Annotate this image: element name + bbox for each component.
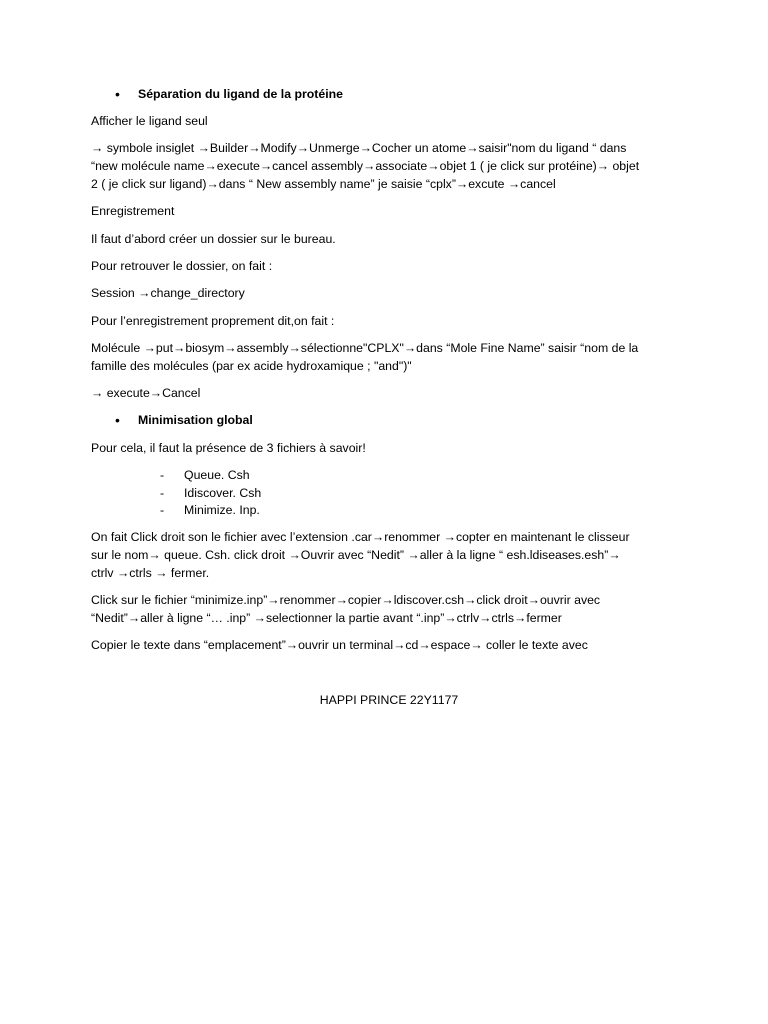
paragraph-molecule-line-2: famille des molécules (par ex acide hydroxamique ; "and")" [91, 359, 412, 373]
paragraph-steps-line-1: → symbole insiglet →Builder→Modify→Unmerge→Cocher un atome→saisir"nom du ligand “ dans [91, 141, 627, 155]
list-dash: - [160, 468, 165, 482]
list-dash: - [160, 503, 165, 517]
section-heading-minimisation: Minimisation global [138, 413, 253, 427]
paragraph-molecule-line-1: Molécule →put→biosym→assembly→sélectionne"CPLX"→dans “Mole Fine Name” saisir “nom de la [91, 341, 639, 355]
bullet-marker: • [115, 412, 120, 428]
list-item: Idiscover. Csh [184, 486, 262, 500]
list-item: Minimize. Inp. [184, 503, 260, 517]
paragraph-dossier: Il faut d’abord créer un dossier sur le bureau. [91, 232, 336, 246]
paragraph-click-droit-line-2: sur le nom→ queue. Csh. click droit →Ouvrir avec “Nedit” →aller à la ligne “ esh.ldiseases.esh”→ [91, 548, 621, 562]
paragraph-enregistrement-propre: Pour l’enregistrement proprement dit,on fait : [91, 314, 335, 328]
paragraph-click-droit-line-3: ctrlv →ctrls → fermer. [91, 566, 210, 580]
paragraph-copier-texte: Copier le texte dans “emplacement”→ouvrir un terminal→cd→espace→ coller le texte avec [91, 638, 588, 652]
author-footer: HAPPI PRINCE 22Y1177 [319, 693, 459, 707]
paragraph-session: Session →change_directory [91, 286, 245, 300]
paragraph-click-droit-line-1: On fait Click droit son le fichier avec l’extension .car→renommer →copter en maintenant le clisseur [91, 530, 630, 544]
paragraph-steps-line-2: “new molécule name→execute→cancel assembly→associate→objet 1 ( je click sur protéine)→ objet [91, 159, 640, 173]
paragraph-enregistrement: Enregistrement [91, 204, 175, 218]
paragraph-minimize-line-1: Click sur le fichier “minimize.inp”→renommer→copier→ldiscover.csh→click droit→ouvrir avec [91, 593, 601, 607]
paragraph-retrouver: Pour retrouver le dossier, on fait : [91, 259, 273, 273]
list-dash: - [160, 486, 165, 500]
paragraph-execute: → execute→Cancel [91, 386, 201, 400]
paragraph-pour-cela: Pour cela, il faut la présence de 3 fichiers à savoir! [91, 441, 366, 455]
paragraph-afficher: Afficher le ligand seul [91, 114, 208, 128]
section-heading-separation: Séparation du ligand de la protéine [138, 87, 343, 101]
paragraph-minimize-line-2: “Nedit”→aller à ligne “… .inp” →selectionner la partie avant “.inp”→ctrlv→ctrls→fermer [91, 611, 562, 625]
list-item: Queue. Csh [184, 468, 250, 482]
bullet-marker: • [115, 86, 120, 102]
paragraph-steps-line-3: 2 ( je click sur ligand)→dans “ New assembly name” je saisie “cplx”→excute →cancel [91, 177, 556, 191]
